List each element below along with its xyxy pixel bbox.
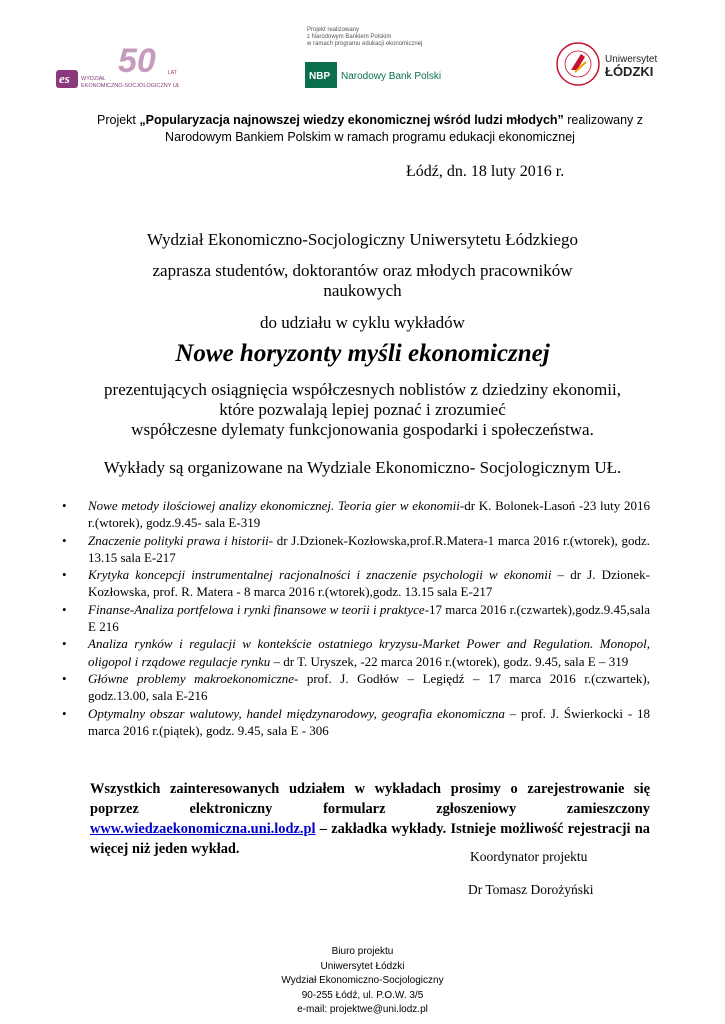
bullet: • <box>62 532 67 548</box>
nbp-name: Narodowy Bank Polski <box>341 71 442 82</box>
lecture-details: - dr J.Dzionek-Kozłowska,prof.R.Matera-1 marca 2016 r.(wtorek), godz. 13.15 sala E-217 <box>88 532 651 565</box>
registration-link[interactable]: www.wiedzaekonomiczna.uni.lodz.pl <box>90 821 316 837</box>
faculty-line: Wydział Ekonomiczno-Socjologiczny Uniwersytetu Łódzkiego <box>147 230 578 249</box>
coordinator-role: Koordynator projektu <box>470 849 588 864</box>
lecture-details: – dr T. Uryszek, -22 marca 2016 r.(wtorek), godz. 9.45, sala E – 319 <box>270 653 629 669</box>
lecture-item <box>60 705 650 740</box>
lecture-title: Główne problemy makroekonomiczne <box>88 670 294 686</box>
ul-line2: ŁÓDZKI <box>605 64 654 79</box>
coordinator-name: Dr Tomasz Dorożyński <box>468 882 594 897</box>
lecture-title: Analiza rynków i regulacji w kontekście ostatniego kryzysu-Market Power and Regulation. Monopol, oligopol i rządowe regulacje rynku <box>88 636 650 669</box>
ul-logo <box>555 40 680 90</box>
lecture-item <box>60 635 650 670</box>
lecture-title: Finanse-Analiza portfelowa i rynki finansowe w teorii i praktyce <box>88 601 425 617</box>
bullet: • <box>62 498 67 513</box>
lecture-details: - prof. J. Godłów – Legiędź – 17 marca 2016 r.(czwartek), godz.13.00, sala E-216 <box>88 670 651 704</box>
invite-cycle: do udziału w cyklu wykładów <box>260 313 465 332</box>
lecture-title: Nowe metody ilościowej analizy ekonomicznej. Teoria gier w ekonomii <box>88 498 460 513</box>
lecture-list <box>60 497 650 739</box>
lecture-item <box>60 532 650 567</box>
invite-audience: zaprasza studentów, doktorantów oraz młodych pracowników naukowych <box>152 261 573 300</box>
footer-line-4: 90-255 Łódź, ul. P.O.W. 3/5 <box>301 989 424 1001</box>
wes-line1: WYDZIAŁ <box>81 76 106 82</box>
lecture-item <box>60 566 650 601</box>
bullet: • <box>62 670 67 686</box>
nbp-badge: NBP <box>309 71 331 82</box>
fifty-number: 50 <box>118 44 156 80</box>
lecture-details: – dr J. Dzionek-Kozłowska, prof. R. Matera - 8 marca 2016 r.(wtorek),godz. 13.15 sala E-217 <box>88 567 650 600</box>
footer-address <box>250 945 475 1018</box>
footer-line-5: e-mail: projektwe@uni.lodz.pl <box>297 1004 428 1015</box>
registration-text-before: Wszystkich zainteresowanych udziałem w wykładach prosimy o zarejestrowanie się poprzez elektroniczny formularz zgłoszeniowy zamieszczony <box>90 781 650 817</box>
wes-50-logo <box>56 44 206 94</box>
project-description <box>70 112 670 146</box>
bullet: • <box>62 601 67 617</box>
ul-line1: Uniwersytet <box>605 54 658 65</box>
registration-text-after: – zakładka wykłady. Istnieje możliwość rejestracji na więcej niż jeden wykład. <box>90 821 650 857</box>
lecture-title: Znaczenie polityki prawa i historii <box>88 532 269 548</box>
lecture-item <box>60 497 650 532</box>
bullet: • <box>62 636 67 652</box>
desc-line-1: prezentujących osiągnięcia współczesnych noblistów z dziedziny ekonomii, <box>104 380 621 399</box>
lecture-title: Optymalny obszar walutowy, handel międzynarodowy, geografia ekonomiczna <box>88 705 505 721</box>
registration-notice <box>90 779 650 859</box>
wes-line2: EKONOMICZNO-SOCJOLOGICZNY UŁ <box>81 83 180 89</box>
project-prefix: Projekt <box>97 113 140 127</box>
venue-line: Wykłady są organizowane na Wydziale Ekonomiczno- Socjologicznym UŁ. <box>103 458 622 477</box>
nbp-small-1: Projekt realizowany <box>307 27 360 33</box>
bullet: • <box>62 705 67 721</box>
lat-label: LAT <box>168 70 177 76</box>
footer-line-1: Biuro projektu <box>331 946 394 957</box>
lecture-details: – prof. J. Świerkocki - 18 marca 2016 r.(piątek), godz. 9.45, sala E - 306 <box>88 705 650 738</box>
lecture-series-title: Nowe horyzonty myśli ekonomicznej <box>175 340 550 367</box>
footer-line-3: Wydział Ekonomiczno-Socjologiczny <box>281 975 444 986</box>
lecture-title: Krytyka koncepcji instrumentalnej racjonalności i znaczenie psychologii w ekonomii <box>88 567 552 583</box>
lecture-details: -dr K. Bolonek-Lasoń -23 luty 2016 r.(wtorek), godz.9.45- sala E-319 <box>88 498 650 531</box>
nbp-logo <box>305 24 445 94</box>
document-date: Łódź, dn. 18 luty 2016 r. <box>406 163 565 180</box>
es-letters: es <box>59 71 70 86</box>
nbp-small-3: w ramach programu edukacji ekonomicznej <box>307 41 423 47</box>
desc-line-2: które pozwalają lepiej poznać i zrozumieć <box>219 400 506 419</box>
nbp-small-2: z Narodowym Bankiem Polskim <box>307 34 392 40</box>
bullet: • <box>62 567 67 583</box>
footer-line-2: Uniwersytet Łódzki <box>320 960 405 972</box>
lecture-item <box>60 601 650 636</box>
lecture-details: -17 marca 2016 r.(czwartek),godz.9.45,sala E 216 <box>88 601 650 635</box>
project-name: „Popularyzacja najnowszej wiedzy ekonomicznej wśród ludzi młodych” <box>139 113 564 127</box>
project-suffix: realizowany z Narodowym Bankiem Polskim w ramach programu edukacji ekonomicznej <box>165 113 643 144</box>
lecture-item <box>60 670 650 705</box>
desc-line-3: współczesne dylematy funkcjonowania gospodarki i społeczeństwa. <box>131 420 594 439</box>
